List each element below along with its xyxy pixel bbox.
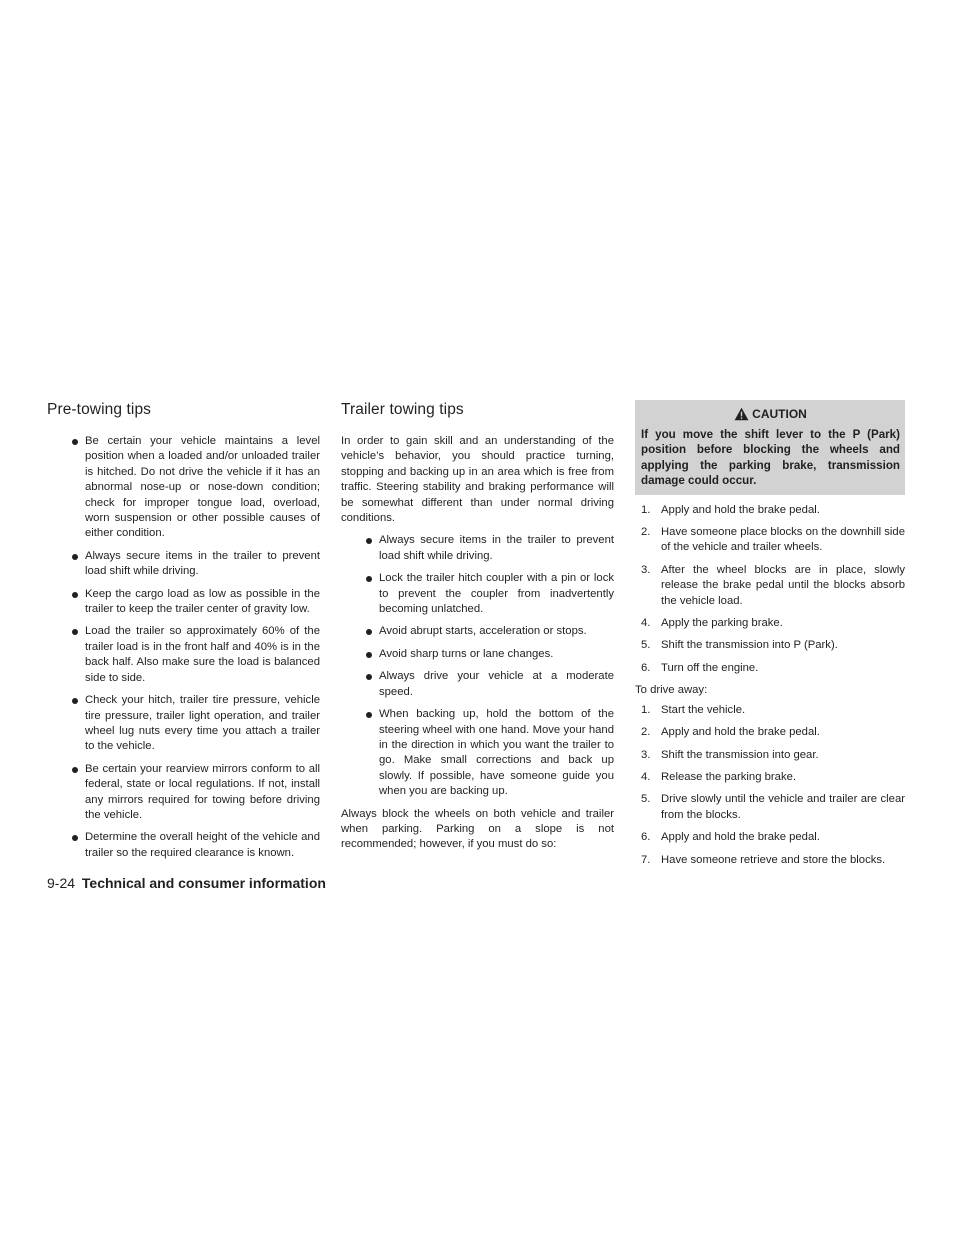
step-text: After the wheel blocks are in place, slowly release the brake pedal until the blocks absorb the vehicle load.	[661, 563, 905, 607]
step-number: 1.	[641, 503, 651, 516]
list-item	[366, 647, 614, 662]
list-item-text: Check your hitch, trailer tire pressure, vehicle tire pressure, trailer light operation, and trailer wheel lug nuts every time you attach a trailer to the vehicle.	[85, 694, 320, 753]
list-item	[635, 853, 905, 868]
list-item-text: Lock the trailer hitch coupler with a pin or lock to prevent the coupler from inadvertently becoming unlatched.	[379, 572, 614, 616]
list-item-text: Be certain your vehicle maintains a level position when a loaded and/or unloaded trailer is hitched. Do not drive the vehicle if it has an abnormal nose-up or nose-down condition; check for improper tongue load, overload, worn suspension or other possible causes of either condition.	[85, 435, 320, 540]
list-item-text: Always secure items in the trailer to prevent load shift while driving.	[85, 549, 320, 578]
towing-outro: Always block the wheels on both vehicle and trailer when parking. Parking on a slope is not recommended; however, if you must do so:	[341, 807, 614, 851]
parking-section	[635, 400, 905, 875]
towing-section	[341, 400, 614, 860]
step-number: 6.	[641, 661, 651, 674]
drive-away-steps-list	[635, 703, 905, 868]
list-item	[635, 703, 905, 718]
parking-steps-list	[635, 503, 905, 677]
list-item	[635, 830, 905, 845]
step-number: 3.	[641, 748, 651, 761]
list-item-text: Always drive your vehicle at a moderate speed.	[379, 670, 614, 698]
list-item	[635, 792, 905, 823]
list-item-text: Determine the overall height of the vehicle and trailer so the required clearance is known.	[85, 831, 320, 859]
caution-text: If you move the shift lever to the P (Park) position before blocking the wheels and applying the parking brake, transmission damage could occur.	[641, 428, 900, 488]
list-item	[366, 669, 614, 700]
drive-away-label: To drive away:	[635, 684, 708, 697]
bullet-icon	[366, 538, 372, 544]
section-title: Technical and consumer information	[81, 875, 326, 891]
list-item	[366, 624, 614, 639]
bullet-icon	[366, 674, 372, 680]
list-item	[635, 525, 905, 556]
page-footer	[47, 874, 326, 892]
towing-intro: In order to gain skill and an understanding of the vehicle’s behavior, you should practice turning, stopping and backing up in an area which is free from traffic. Steering stability and braking performance will be somewhat different than under normal driving conditions.	[341, 435, 614, 525]
warning-triangle-icon	[734, 407, 749, 421]
step-number: 3.	[641, 563, 651, 576]
bullet-icon	[366, 652, 372, 658]
caution-title: CAUTION	[752, 407, 807, 421]
list-item	[635, 770, 905, 785]
list-item	[72, 587, 320, 618]
step-number: 5.	[641, 639, 651, 652]
step-number: 2.	[641, 526, 651, 539]
bullet-icon	[72, 698, 78, 704]
bullet-icon	[72, 629, 78, 635]
step-text: Apply and hold the brake pedal.	[661, 726, 820, 739]
list-item-text: Always secure items in the trailer to prevent load shift while driving.	[379, 534, 614, 562]
step-text: Shift the transmission into gear.	[661, 748, 819, 761]
caution-header	[641, 406, 900, 422]
list-item-text: Avoid sharp turns or lane changes.	[379, 647, 554, 660]
step-number: 7.	[641, 853, 651, 866]
step-number: 4.	[641, 770, 651, 783]
bullet-icon	[72, 439, 78, 445]
pretowing-section	[47, 400, 320, 868]
list-item-text: When backing up, hold the bottom of the steering wheel with one hand. Move your hand in the direction in which you want the trailer to go. Make small corrections and back up slowly. If possible, have someone guide you when you are backing up.	[379, 708, 614, 798]
step-number: 1.	[641, 703, 651, 716]
list-item	[635, 563, 905, 609]
bullet-icon	[72, 592, 78, 598]
list-item	[635, 503, 905, 518]
list-item	[366, 533, 614, 564]
step-text: Apply and hold the brake pedal.	[661, 503, 820, 516]
list-item-text: Be certain your rearview mirrors conform to all federal, state or local regulations. If not, install any mirrors required for towing before driving the vehicle.	[85, 762, 320, 821]
towing-list	[341, 533, 614, 799]
list-item	[366, 571, 614, 617]
list-item	[635, 748, 905, 763]
towing-heading: Trailer towing tips	[341, 401, 464, 418]
list-item-text: Load the trailer so approximately 60% of the trailer load is in the front half and 40% is in the back half. Also make sure the load is balanced side to side.	[85, 625, 320, 684]
pretowing-heading: Pre-towing tips	[47, 401, 152, 418]
list-item	[635, 638, 905, 653]
step-text: Have someone retrieve and store the blocks.	[661, 853, 886, 866]
bullet-icon	[366, 712, 372, 718]
bullet-icon	[72, 767, 78, 773]
list-item	[366, 707, 614, 799]
step-text: Release the parking brake.	[661, 770, 797, 783]
step-number: 2.	[641, 726, 651, 739]
list-item	[72, 830, 320, 861]
list-item	[72, 762, 320, 824]
step-number: 6.	[641, 831, 651, 844]
list-item-text: Avoid abrupt starts, acceleration or stops.	[379, 625, 587, 638]
bullet-icon	[366, 629, 372, 635]
step-number: 5.	[641, 793, 651, 806]
step-text: Turn off the engine.	[661, 661, 759, 674]
step-text: Apply the parking brake.	[661, 617, 783, 630]
list-item	[635, 661, 905, 676]
step-text: Shift the transmission into P (Park).	[661, 639, 838, 652]
list-item-text: Keep the cargo load as low as possible in the trailer to keep the trailer center of gravity low.	[85, 587, 320, 616]
step-text: Start the vehicle.	[661, 703, 746, 716]
caution-box	[635, 400, 905, 495]
list-item	[72, 624, 320, 686]
bullet-icon	[366, 576, 372, 582]
list-item	[72, 549, 320, 580]
step-number: 4.	[641, 617, 651, 630]
list-item	[635, 616, 905, 631]
pretowing-list	[47, 434, 320, 861]
list-item	[635, 725, 905, 740]
step-text: Drive slowly until the vehicle and trailer are clear from the blocks.	[661, 793, 905, 821]
bullet-icon	[72, 835, 78, 841]
step-text: Have someone place blocks on the downhill side of the vehicle and trailer wheels.	[661, 526, 905, 554]
step-text: Apply and hold the brake pedal.	[661, 831, 820, 844]
list-item	[72, 693, 320, 755]
bullet-icon	[72, 554, 78, 560]
list-item	[72, 434, 320, 542]
page-number: 9-24	[47, 875, 76, 891]
